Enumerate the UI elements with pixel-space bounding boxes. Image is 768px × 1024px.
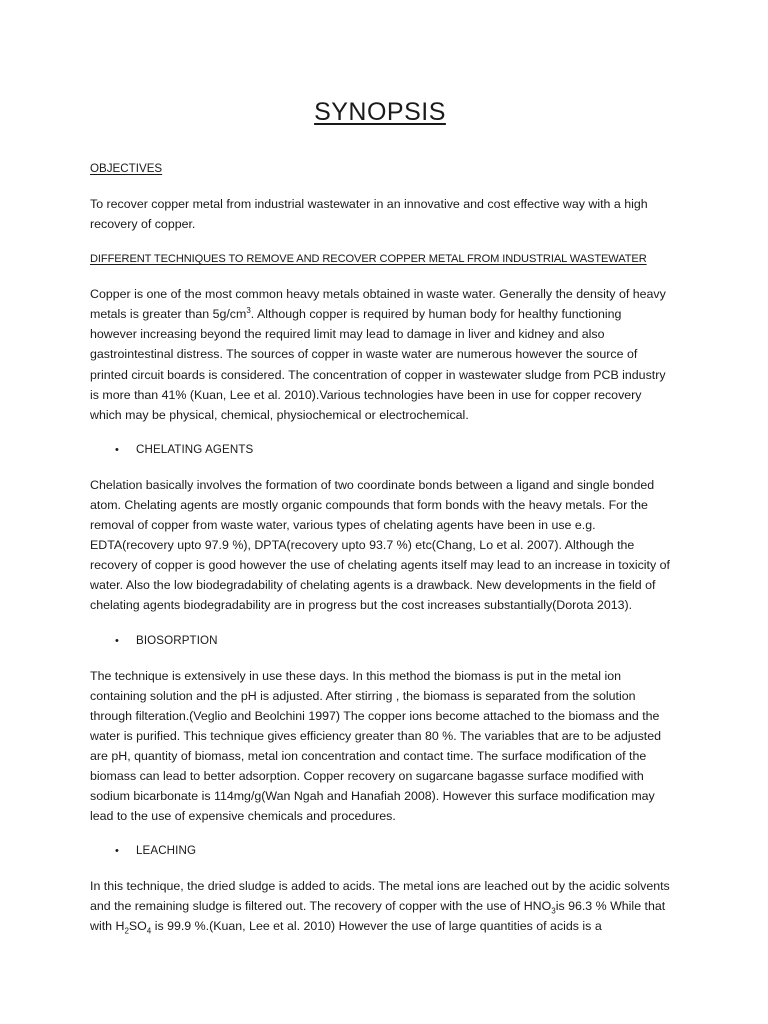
intro-text-2: . Although copper is required by human body for healthy functioning however increasing beyond the required limit may lead to damage in liver and kidney and also gastrointestinal distress. The sources of copper in waste water are numerous however the source of printed circuit boards is considered. The concentration of copper in wastewater sludge from PCB industry is more than 41% (Kuan, Lee et al. 2010).Various technologies have been in use for copper recovery which may be physical, chemical, physiochemical or electrochemical. — [90, 307, 666, 422]
document-title: SYNOPSIS — [314, 98, 446, 126]
section-heading-label: LEACHING — [136, 844, 197, 858]
leaching-text-3: SO — [128, 919, 147, 934]
objectives-paragraph: To recover copper metal from industrial wastewater in an innovative and cost effective way with a high recovery of copper. — [90, 197, 648, 232]
intro-paragraph — [90, 284, 670, 425]
subscript-3: 3 — [551, 906, 556, 916]
techniques-heading: DIFFERENT TECHNIQUES TO REMOVE AND RECOVER COPPER METAL FROM INDUSTRIAL WASTEWATER — [90, 253, 647, 266]
leaching-text-2: is 96.3 % While that with H — [90, 899, 666, 934]
document-body — [90, 98, 670, 953]
subscript-2: 2 — [124, 926, 129, 936]
intro-text-1: Copper is one of the most common heavy metals obtained in waste water. Generally the density of heavy metals is greater than 5g/cm — [90, 287, 666, 322]
biosorption-paragraph: The technique is extensively in use these days. In this method the biomass is put in the metal ion containing solution and the pH is adjusted. After stirring , the biomass is separated from the solution through filteration.(Veglio and Beolchini 1997) The copper ions become attached to the biomass and the water is purified. This technique gives efficiency greater than 80 %. The variables that are to be adjusted are pH, quantity of biomass, metal ion concentration and contact time. The surface modification of the biomass can lead to better adsorption. Copper recovery on sugarcane bagasse surface modified with sodium bicarbonate is 114mg/g(Wan Ngah and Hanafiah 2008). However this surface modification may lead to the use of expensive chemicals and procedures. — [90, 668, 661, 824]
bullet-icon: • — [115, 634, 119, 647]
leaching-text-1: In this technique, the dried sludge is added to acids. The metal ions are leached out by the acidic solvents and the remaining sludge is filtered out. The recovery of copper with the use of HNO — [90, 879, 670, 914]
leaching-text-4: is 99.9 %.(Kuan, Lee et al. 2010) However the use of large quantities of acids is a — [151, 919, 602, 934]
section-heading-biosorption — [90, 632, 670, 650]
bullet-icon: • — [115, 845, 119, 858]
superscript-3: 3 — [246, 306, 251, 316]
leaching-paragraph — [90, 876, 670, 936]
section-heading-label: BIOSORPTION — [136, 633, 218, 647]
objectives-heading: OBJECTIVES — [90, 162, 163, 175]
subscript-4: 4 — [146, 926, 152, 936]
bullet-icon: • — [115, 443, 119, 456]
section-heading-label: CHELATING AGENTS — [136, 442, 254, 456]
section-heading-chelating-agents — [90, 441, 670, 459]
section-heading-leaching — [90, 842, 670, 860]
chelating-agents-paragraph: Chelation basically involves the formation of two coordinate bonds between a ligand and single bonded atom. Chelating agents are mostly organic compounds that form bonds with the heavy metals. For the removal of copper from waste water, various types of chelating agents have been in use e.g. EDTA(recovery upto 97.9 %), DPTA(recovery upto 93.7 %) etc(Chang, Lo et al. 2007). Although the recovery of copper is good however the use of chelating agents itself may lead to an increase in toxicity of water. Also the low biodegradability of chelating agents is a drawback. New developments in the field of chelating agents biodegradability are in progress but the cost increases substantially(Dorota 2013). — [90, 477, 670, 613]
